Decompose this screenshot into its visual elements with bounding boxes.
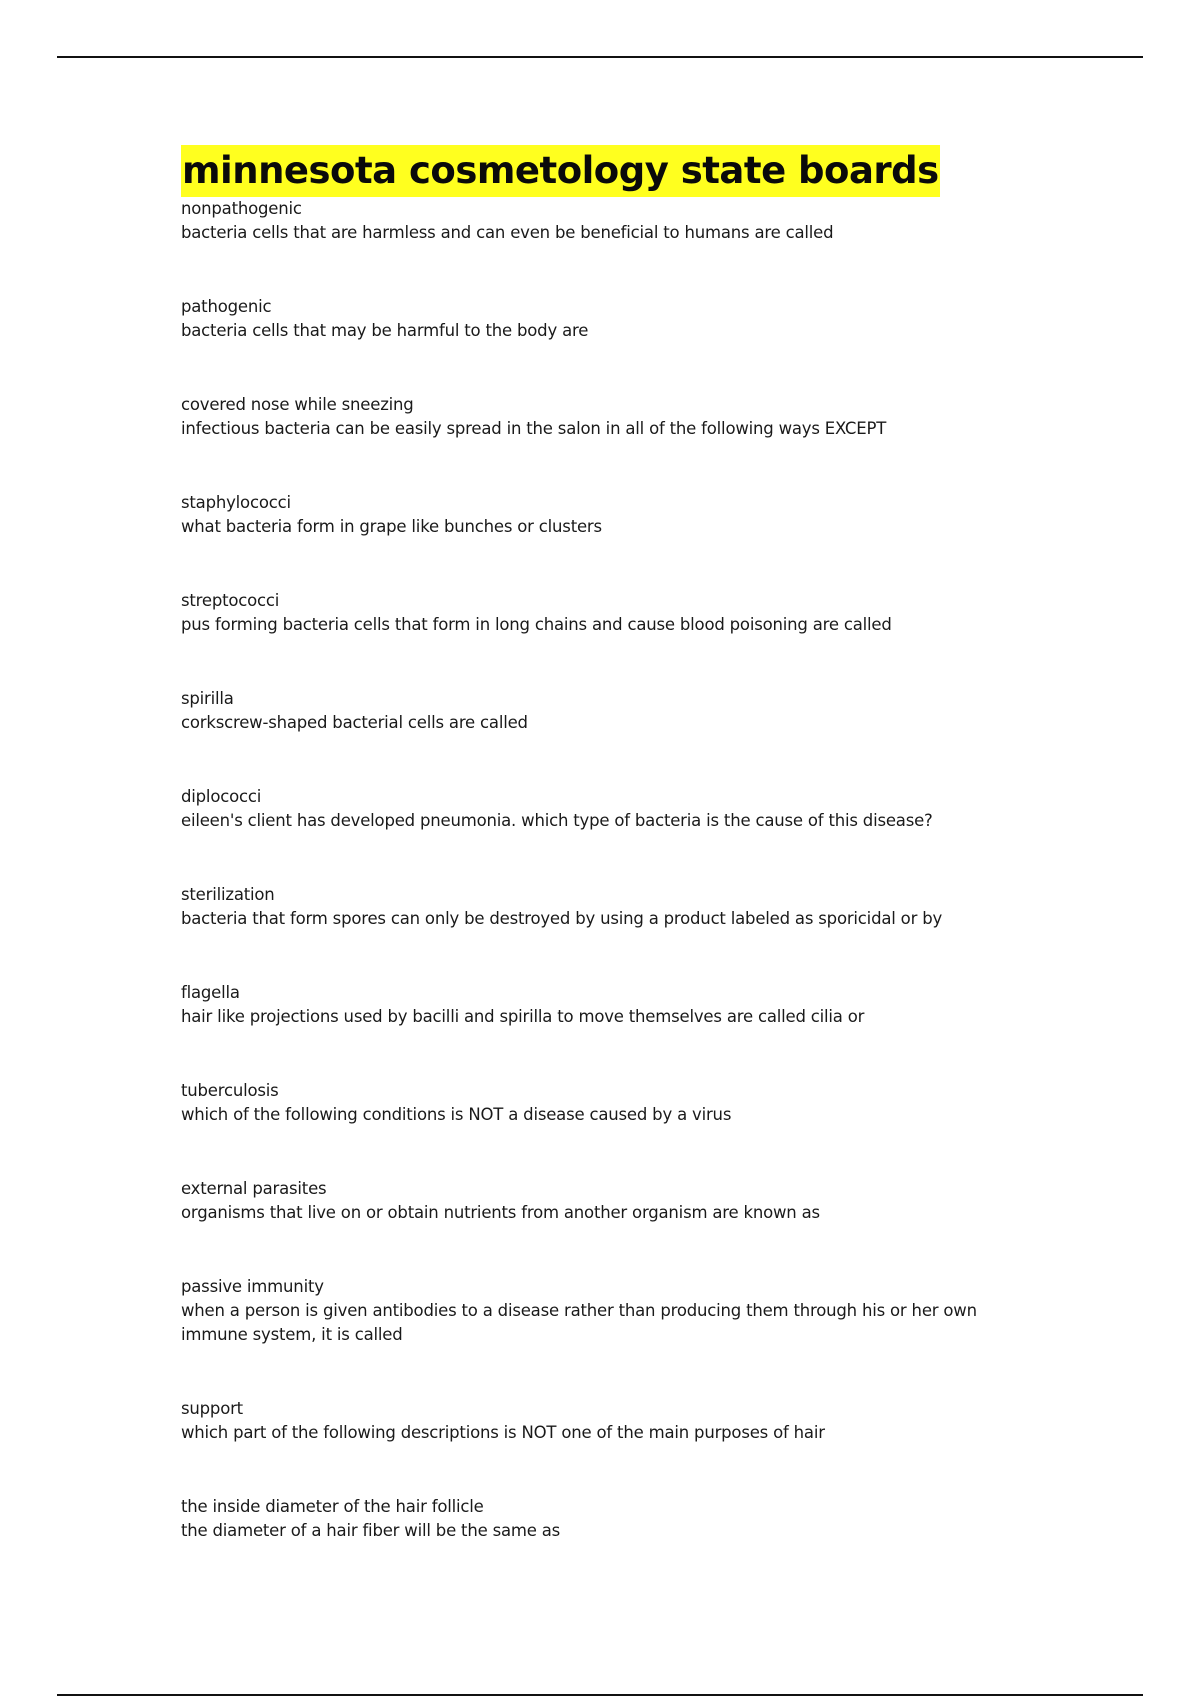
qa-entry	[181, 785, 1041, 833]
qa-entry	[181, 197, 1041, 245]
qa-question: corkscrew-shaped bacterial cells are called	[181, 713, 528, 732]
qa-entry	[181, 981, 1041, 1029]
qa-question: bacteria that form spores can only be destroyed by using a product labeled as sporicidal or by	[181, 909, 943, 928]
title-row	[181, 145, 1041, 197]
qa-question: infectious bacteria can be easily spread in the salon in all of the following ways EXCEPT	[181, 419, 887, 438]
qa-question: which part of the following descriptions is NOT one of the main purposes of hair	[181, 1423, 825, 1442]
qa-answer: pathogenic	[181, 297, 272, 316]
qa-entry	[181, 1177, 1041, 1225]
qa-answer: covered nose while sneezing	[181, 395, 414, 414]
qa-entry	[181, 883, 1041, 931]
qa-answer: nonpathogenic	[181, 199, 302, 218]
qa-entry	[181, 589, 1041, 637]
qa-question: bacteria cells that may be harmful to the body are	[181, 321, 589, 340]
qa-entry	[181, 393, 1041, 441]
qa-answer: external parasites	[181, 1179, 327, 1198]
qa-answer: flagella	[181, 983, 240, 1002]
document-body	[181, 145, 1041, 1543]
qa-answer: diplococci	[181, 787, 262, 806]
qa-entry	[181, 491, 1041, 539]
qa-question: organisms that live on or obtain nutrients from another organism are known as	[181, 1203, 820, 1222]
qa-answer: support	[181, 1399, 243, 1418]
qa-answer: sterilization	[181, 885, 275, 904]
qa-question: bacteria cells that are harmless and can even be beneficial to humans are called	[181, 223, 834, 242]
qa-entry	[181, 687, 1041, 735]
qa-question: eileen's client has developed pneumonia. which type of bacteria is the cause of this disease?	[181, 811, 933, 830]
qa-entry	[181, 1397, 1041, 1445]
qa-question: when a person is given antibodies to a disease rather than producing them through his or her own immune system, it is called	[181, 1301, 977, 1344]
qa-answer: spirilla	[181, 689, 234, 708]
qa-entry	[181, 1079, 1041, 1127]
qa-entry	[181, 295, 1041, 343]
document-title: minnesota cosmetology state boards	[181, 145, 940, 197]
qa-entry	[181, 1275, 1041, 1347]
qa-question: pus forming bacteria cells that form in long chains and cause blood poisoning are called	[181, 615, 892, 634]
qa-list	[181, 197, 1041, 1543]
qa-answer: staphylococci	[181, 493, 291, 512]
qa-answer: the inside diameter of the hair follicle	[181, 1497, 484, 1516]
bottom-rule	[57, 1694, 1143, 1696]
qa-entry	[181, 1495, 1041, 1543]
qa-question: which of the following conditions is NOT a disease caused by a virus	[181, 1105, 732, 1124]
top-rule	[57, 56, 1143, 58]
qa-question: hair like projections used by bacilli and spirilla to move themselves are called cilia or	[181, 1007, 865, 1026]
qa-question: the diameter of a hair fiber will be the same as	[181, 1521, 561, 1540]
qa-answer: streptococci	[181, 591, 280, 610]
qa-question: what bacteria form in grape like bunches or clusters	[181, 517, 602, 536]
qa-answer: passive immunity	[181, 1277, 324, 1296]
qa-answer: tuberculosis	[181, 1081, 279, 1100]
